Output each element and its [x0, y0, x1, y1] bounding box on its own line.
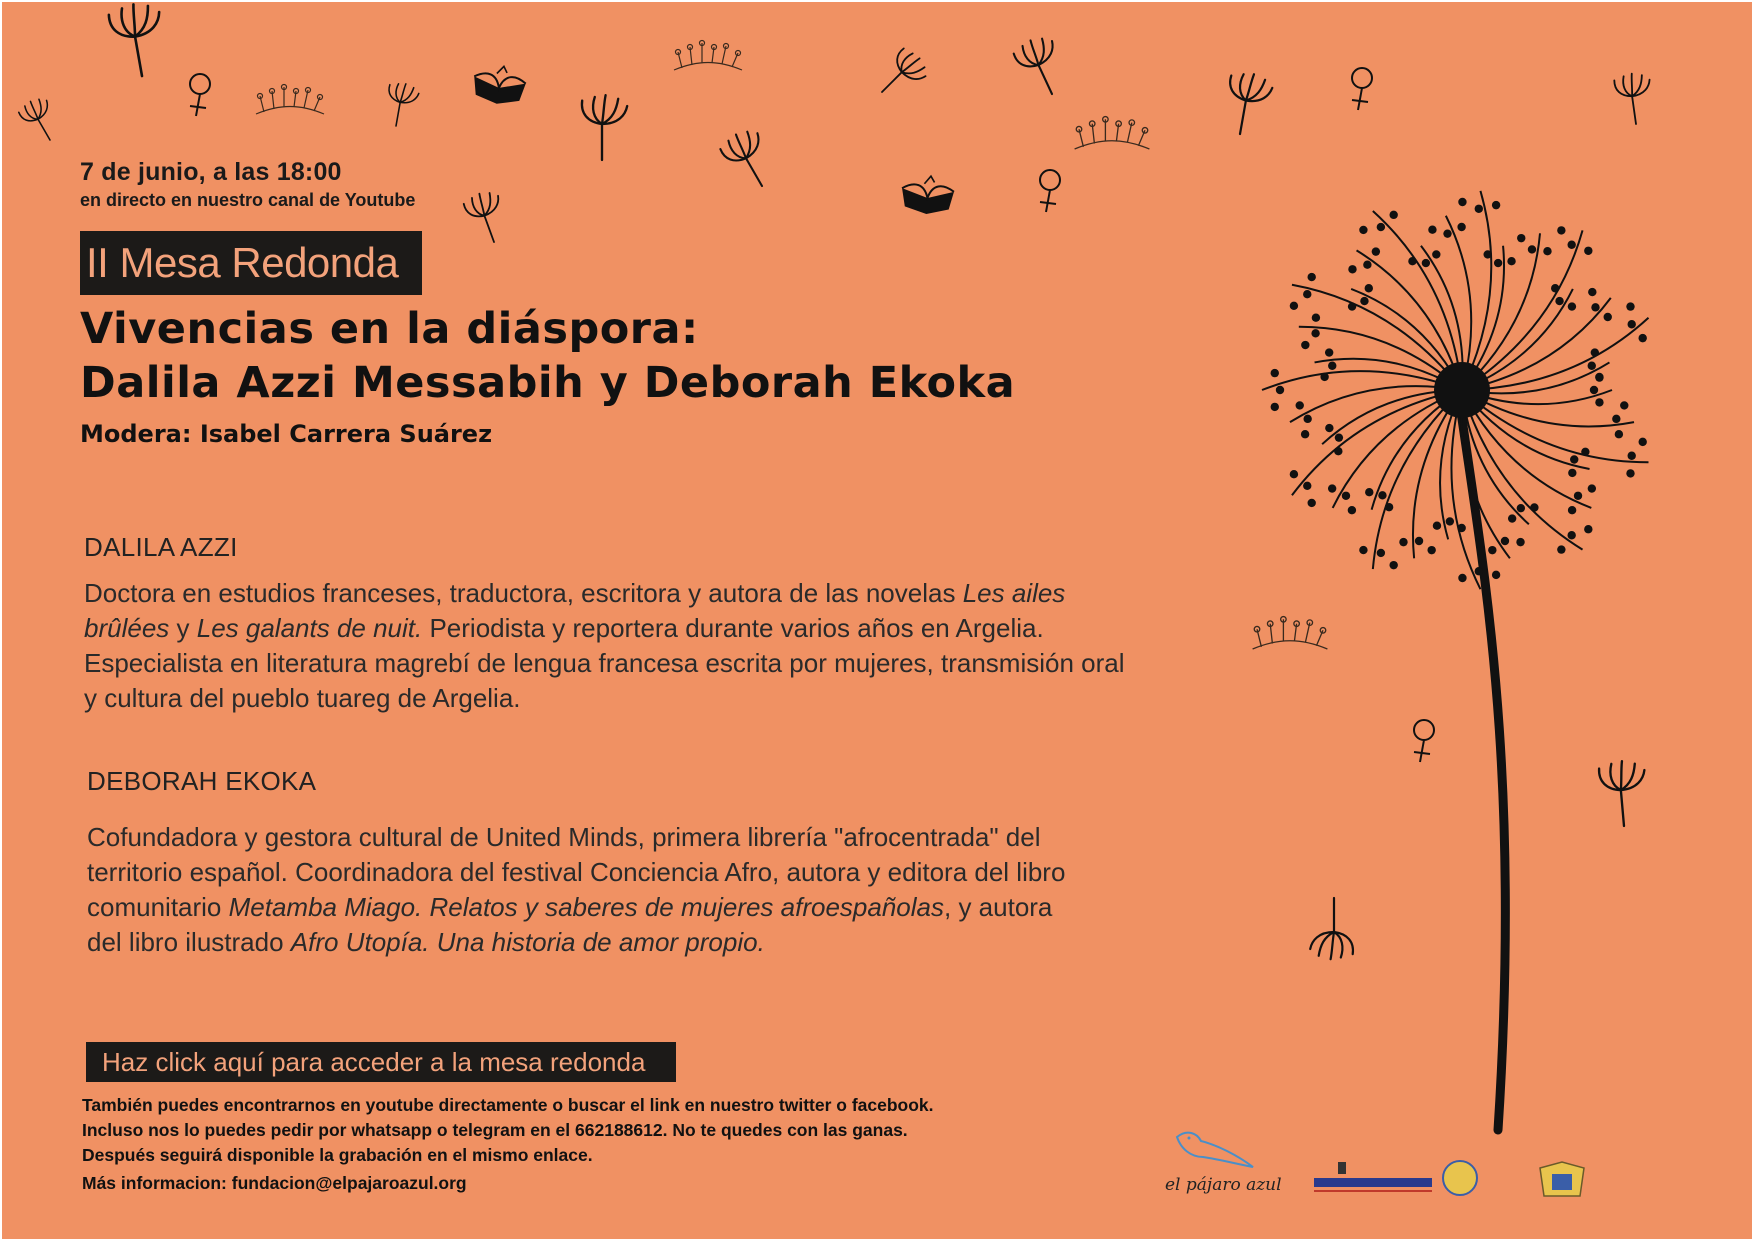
dandelion-filament [1446, 216, 1471, 390]
page-title-line-2: Dalila Azzi Messabih y Deborah Ekoka [80, 358, 1016, 408]
dandelion-seed-dot [1334, 447, 1342, 455]
dandelion-seed-dot [1290, 470, 1298, 478]
dandelion-seed-dot [1584, 525, 1592, 533]
dandelion-filament [1333, 390, 1462, 508]
el-pajaro-azul-logo [1157, 1127, 1282, 1202]
dandelion-filament [1462, 390, 1634, 426]
venus-symbol-icon [1352, 68, 1372, 110]
footer-contact: Más informacion: fundacion@elpajaroazul.org [82, 1173, 467, 1193]
sprig-icon [1253, 617, 1328, 649]
dandelion-seed-dot [1296, 401, 1304, 409]
dandelion-seed-dot [1443, 229, 1451, 237]
dandelion-filament [1462, 390, 1529, 524]
dandelion-seed-dot [1508, 514, 1516, 522]
dandelion-seed-dot [1422, 259, 1430, 267]
dandelion-seed-dot [1517, 504, 1525, 512]
dandelion-seed-dot [1303, 482, 1311, 490]
dandelion-seed-dot [1530, 503, 1538, 511]
dandelion-seed-dot [1427, 546, 1435, 554]
dandelion-seed-dot [1335, 433, 1343, 441]
dandelion-seed-dot [1543, 247, 1551, 255]
dandelion-filament [1262, 371, 1462, 390]
dandelion-filament [1462, 289, 1573, 390]
dandelion-seed-dot [1557, 545, 1565, 553]
dandelion-seed-icon [582, 95, 627, 160]
dandelion-seed-dot [1312, 313, 1320, 321]
bio-text: , y autora del libro ilustrado [87, 892, 1053, 957]
bio-text: Doctora en estudios franceses, traductora, escritora y autora de las novelas [84, 578, 963, 608]
dandelion-seed-dot [1378, 491, 1386, 499]
dandelion-seed-dot [1551, 284, 1559, 292]
dandelion-seed-dot [1557, 226, 1565, 234]
dandelion-seed-dot [1590, 386, 1598, 394]
dandelion-seed-dot [1457, 524, 1465, 532]
dandelion-seed-dot [1389, 211, 1397, 219]
dandelion-seed-dot [1555, 297, 1563, 305]
dandelion-seed-dot [1528, 245, 1536, 253]
dandelion-seed-dot [1638, 334, 1646, 342]
dandelion-filament [1462, 233, 1540, 390]
footer-line: Después seguirá disponible la grabación en el mismo enlace. [82, 1145, 593, 1165]
dandelion-seed-dot [1348, 302, 1356, 310]
dandelion-filament [1461, 390, 1510, 558]
dandelion-seed-icon [108, 2, 170, 80]
dandelion-seed-dot [1342, 492, 1350, 500]
dandelion-seed-dot [1377, 223, 1385, 231]
dandelion-filament [1462, 390, 1591, 508]
dandelion-seed-dot [1604, 313, 1612, 321]
dandelion-filament [1322, 390, 1462, 444]
dandelion-seed-dot [1475, 567, 1483, 575]
speaker-name-deborah: DEBORAH EKOKA [87, 766, 317, 796]
speaker-bio-deborah [87, 820, 1067, 960]
dandelion-seed-icon [1310, 898, 1353, 959]
dandelion-seed-icon [1221, 70, 1274, 138]
partner-logo [1442, 1160, 1478, 1196]
dandelion-seed-dot [1570, 455, 1578, 463]
bio-text: Periodista y reportera durante varios años en Argelia. Especialista en literatura magrebí de lengua francesa escrita por mujeres, transmisión oral y cultura del pueblo tuareg de Argelia. [84, 613, 1125, 713]
event-date: 7 de junio, a las 18:00 [80, 158, 342, 186]
dandelion-filament [1462, 318, 1648, 390]
dandelion-filament [1290, 386, 1462, 422]
dandelion-seed-dot [1458, 198, 1466, 206]
dandelion-seed-dot [1428, 226, 1436, 234]
dandelion-seed-dot [1591, 303, 1599, 311]
footer-line: También puedes encontrarnos en youtube directamente o buscar el link en nuestro twitter o facebook. [82, 1095, 934, 1115]
dandelion-seed-dot [1492, 571, 1500, 579]
dandelion-seed-dot [1628, 320, 1636, 328]
dandelion-filament [1451, 390, 1480, 589]
dandelion-seed-dot [1595, 373, 1603, 381]
sprig-icon [256, 85, 324, 115]
dandelion-seed-dot [1488, 546, 1496, 554]
dandelion-seed-dot [1348, 506, 1356, 514]
dandelion-seed-dot [1492, 201, 1500, 209]
dandelion-filament [1462, 298, 1611, 390]
bio-text: Cofundadora y gestora cultural de United Minds, primera librería "afrocentrada" del territorio español. Coordinadora del festival Conciencia Afro, autora y editora del libro comunitario [87, 822, 1066, 922]
dandelion-filament [1372, 390, 1462, 510]
dandelion-filament [1373, 211, 1462, 390]
venus-symbol-icon [190, 74, 210, 116]
dandelion-seed-dot [1458, 574, 1466, 582]
dandelion-filament [1462, 362, 1609, 393]
dandelion-seed-dot [1588, 288, 1596, 296]
dandelion-seed-dot [1271, 369, 1279, 377]
dandelion-seed-dot [1348, 265, 1356, 273]
university-logo [1534, 1160, 1590, 1200]
dandelion-filament [1462, 246, 1504, 390]
dandelion-seed-dot [1399, 538, 1407, 546]
dandelion-seed-icon [462, 188, 512, 247]
dandelion-seed-dot [1574, 492, 1582, 500]
sprig-icon [1075, 117, 1150, 149]
series-badge: II Mesa Redonda [80, 231, 422, 295]
dandelion-seed-dot [1517, 234, 1525, 242]
dandelion-seed-dot [1415, 537, 1423, 545]
dandelion-seed-dot [1591, 348, 1599, 356]
book-title: Les ailes brûlées [84, 578, 1066, 643]
book-title: Afro Utopía. Una historia de amor propio. [290, 927, 765, 957]
dandelion-seed-dot [1612, 415, 1620, 423]
speaker-bio-dalila [84, 576, 1144, 716]
footer-line: Incluso nos lo puedes pedir por whatsapp o telegram en el 662188612. No te quedes con las ganas. [82, 1120, 908, 1140]
dandelion-seed-dot [1475, 205, 1483, 213]
dandelion-seed-dot [1501, 537, 1509, 545]
book-title: Metamba Miago. Relatos y saberes de mujeres afroespañolas [228, 892, 944, 922]
poster [2, 2, 1752, 1239]
dandelion-seed-dot [1446, 517, 1454, 525]
speaker-name-dalila: DALILA AZZI [84, 532, 238, 562]
venus-symbol-icon [1414, 720, 1434, 762]
dandelion-seed-dot [1584, 247, 1592, 255]
dandelion-seed-dot [1360, 297, 1368, 305]
moderator: Modera: Isabel Carrera Suárez [80, 420, 493, 448]
access-round-table-button[interactable]: Haz click aquí para acceder a la mesa redonda [86, 1042, 676, 1082]
dandelion-seed-dot [1359, 226, 1367, 234]
event-channel: en directo en nuestro canal de Youtube [80, 190, 416, 210]
asturias-government-logo [1314, 1160, 1432, 1196]
dandelion-filament [1299, 327, 1462, 390]
dandelion-filament [1373, 390, 1462, 569]
dandelion-filament [1315, 359, 1462, 390]
venus-symbol-icon [1040, 170, 1060, 212]
dandelion-seed-dot [1615, 430, 1623, 438]
dandelion-seed-icon [1011, 32, 1072, 101]
dandelion-seed-dot [1359, 546, 1367, 554]
dandelion-seed-dot [1320, 373, 1328, 381]
page-title-line-1: Vivencias en la diáspora: [80, 304, 699, 354]
dandelion-seed-dot [1568, 506, 1576, 514]
dandelion-seed-dot [1620, 401, 1628, 409]
dandelion-seed-icon [1614, 71, 1656, 126]
dandelion-filament [1292, 390, 1462, 495]
dandelion-seed-dot [1568, 469, 1576, 477]
sprig-icon [674, 41, 742, 71]
bird-icon [1157, 1127, 1267, 1177]
dandelion-seed-dot [1303, 290, 1311, 298]
dandelion-filament [1421, 246, 1463, 390]
dandelion-seed-dot [1588, 362, 1596, 370]
dandelion-filament [1462, 390, 1612, 404]
dandelion-seed-dot [1385, 503, 1393, 511]
book-title: Les galants de nuit. [196, 613, 423, 643]
dandelion-filament [1292, 285, 1462, 390]
dandelion-seed-icon [17, 94, 65, 147]
dandelion-filament [1440, 390, 1462, 539]
dandelion-seed-dot [1301, 341, 1309, 349]
dandelion-seed-dot [1408, 257, 1416, 265]
dandelion-seed-dot [1328, 362, 1336, 370]
dandelion-seed-dot [1432, 250, 1440, 258]
dandelion-seed-dot [1626, 469, 1634, 477]
dandelion-seed-dot [1328, 484, 1336, 492]
dandelion-seed-dot [1325, 348, 1333, 356]
dandelion-filament [1462, 390, 1583, 550]
dandelion-seed-dot [1628, 452, 1636, 460]
bird-logo-text: el pájaro azul [1165, 1175, 1282, 1195]
dandelion-seed-dot [1363, 261, 1371, 269]
dandelion-flower-icon [1262, 191, 1648, 1130]
dandelion-seed-dot [1311, 329, 1319, 337]
dandelion-seed-icon [1598, 759, 1649, 827]
dandelion-seed-dot [1626, 302, 1634, 310]
dandelion-seed-dot [1588, 484, 1596, 492]
dandelion-seed-dot [1276, 386, 1284, 394]
dandelion-seed-dot [1595, 373, 1603, 381]
dandelion-seed-dot [1581, 448, 1589, 456]
dandelion-seed-dot [1507, 257, 1515, 265]
dandelion-seed-dot [1567, 241, 1575, 249]
dandelion-filament [1462, 390, 1590, 469]
dandelion-seed-dot [1372, 247, 1380, 255]
dandelion-seed-dot [1365, 488, 1373, 496]
dandelion-seed-dot [1433, 522, 1441, 530]
open-book-icon [471, 63, 528, 108]
dandelion-seed-icon [871, 45, 932, 106]
dandelion-filament [1351, 289, 1462, 390]
dandelion-seed-dot [1595, 398, 1603, 406]
dandelion-filament [1462, 390, 1648, 462]
dandelion-seed-dot [1377, 549, 1385, 557]
dandelion-seed-icon [383, 81, 420, 129]
dandelion-seed-dot [1325, 424, 1333, 432]
dandelion-seed-dot [1308, 499, 1316, 507]
dandelion-seed-dot [1271, 403, 1279, 411]
dandelion-seed-dot [1365, 284, 1373, 292]
dandelion-seed-dot [1568, 302, 1576, 310]
dandelion-seed-dot [1303, 415, 1311, 423]
dandelion-seed-icon [718, 125, 782, 195]
dandelion-filament [1462, 230, 1583, 390]
dandelion-seed-dot [1516, 538, 1524, 546]
dandelion-seed-dot [1483, 250, 1491, 258]
dandelion-seed-dot [1301, 430, 1309, 438]
dandelion-filament [1357, 250, 1462, 390]
dandelion-seed-dot [1308, 273, 1316, 281]
dandelion-seed-dot [1290, 302, 1298, 310]
dandelion-seed-dot [1389, 561, 1397, 569]
dandelion-seed-dot [1567, 531, 1575, 539]
dandelion-filament [1462, 191, 1491, 390]
dandelion-seed-dot [1638, 438, 1646, 446]
bio-text: y [169, 613, 197, 643]
dandelion-seed-dot [1494, 259, 1502, 267]
open-book-icon [900, 174, 955, 216]
dandelion-seed-dot [1457, 223, 1465, 231]
dandelion-filament [1413, 390, 1462, 558]
